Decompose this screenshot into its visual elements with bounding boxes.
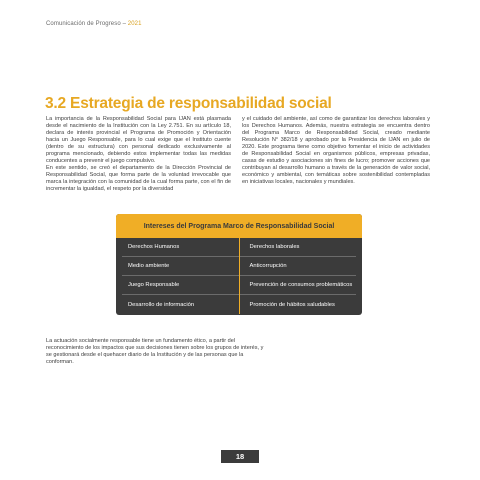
interest-item: Prevención de consumos problemáticos: [240, 276, 357, 295]
page-number: 18: [221, 450, 259, 463]
header-year: 2021: [127, 21, 142, 27]
right-text-column: [242, 116, 430, 186]
interests-box: [116, 214, 362, 315]
closing-paragraph: La actuación socialmente responsable tiene un fundamento ético, a partir del reconocimiento de los impactos que sus decisiones tienen sobre los grupos de interés, y se gestionará desde el quehacer diario de la Institución y de las personas que la conforman.: [46, 338, 264, 366]
paragraph: La importancia de la Responsabilidad Social para IJAN está plasmada desde el nacimiento de la Institución con la Ley 2.751. En su artículo 18, declara de interés provincial el Programa de Promoción y Orientación hacia un Juego Responsable, para lo cual exige que el Instituto cuente (dentro de su estructura) con personal dedicado exclusivamente al programa mencionado, debiendo estos implementar todas las medidas conducentes a prevenir el juego compulsivo.: [46, 116, 231, 165]
left-text-column: [46, 116, 231, 194]
header-title: Comunicación de Progreso: [46, 21, 121, 27]
paragraph: y el cuidado del ambiente, así como de garantizar los derechos laborales y los Derechos Humanos. Además, nuestra estrategia se encuentra dentro del Programa Marco de Responsabilidad Social, creado mediante Resolución N° 382/18 y aprobado por la Presidencia de IJAN en julio de 2020. Este programa tiene como objetivo fomentar el inicio de actividades de Responsabilidad Social en organismos públicos, empresas privadas, casas de estudio y asociaciones sin fines de lucro; promover acciones que contribuyan al desarrollo humano a través de la generación de valor social, económico y ambiental, con temáticas sobre sostenibilidad contempladas en iniciativas locales, nacionales y mundiales.: [242, 116, 430, 186]
paragraph: En este sentido, se creó el departamento de la Dirección Provincial de Responsabilidad Social, que forma parte de la voluntad irrevocable que marca la integración con la comunidad de la cual forma parte, con el fin de incrementar la igualdad, el respeto por la diversidad: [46, 165, 231, 193]
interests-box-body: [116, 238, 362, 314]
interest-item: Derechos laborales: [240, 238, 357, 257]
header-separator: –: [122, 21, 126, 27]
interests-right-column: [240, 238, 357, 314]
section-title: 3.2 Estrategia de responsabilidad social: [45, 95, 332, 112]
interest-item: Juego Responsable: [122, 276, 239, 295]
interest-item: Desarrollo de información: [128, 301, 195, 308]
interest-item: Promoción de hábitos saludables: [249, 301, 335, 308]
interest-item: Derechos Humanos: [122, 238, 239, 257]
running-header: [46, 21, 142, 27]
interests-box-title: Intereses del Programa Marco de Responsabilidad Social: [116, 214, 362, 238]
interest-item: Anticorrupción: [240, 257, 357, 276]
interest-item: Medio ambiente: [122, 257, 239, 276]
interests-left-column: [122, 238, 240, 314]
